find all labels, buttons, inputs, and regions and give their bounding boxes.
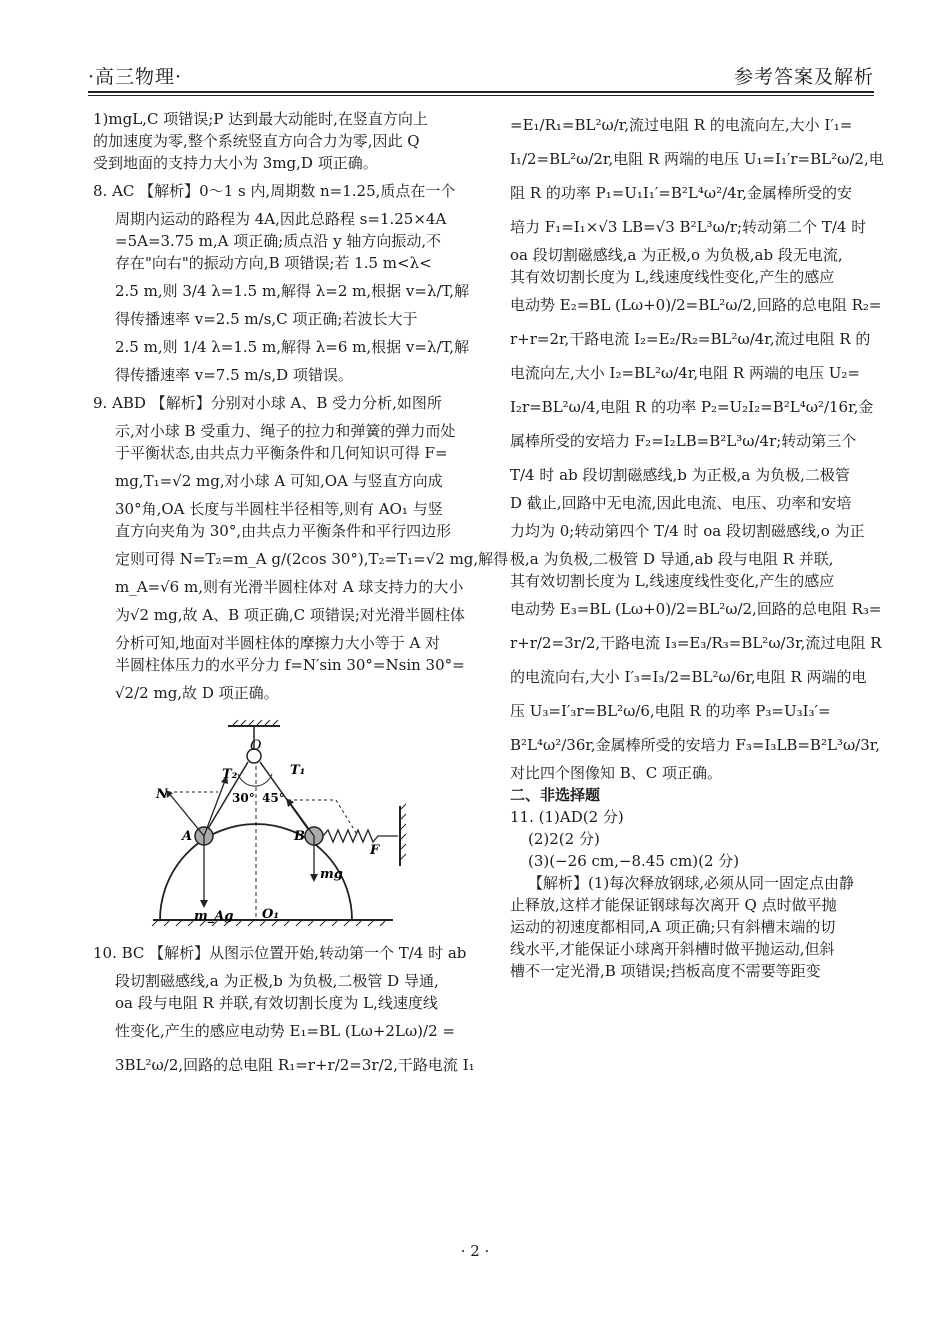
text-line: 槽不一定光滑,B 项错误;挡板高度不需要等距变	[510, 962, 821, 980]
text-line: 8. AC 【解析】0～1 s 内,周期数 n=1.25,质点在一个	[93, 182, 456, 200]
label-mg: mg	[320, 867, 343, 882]
text-line: 线水平,才能保证小球离开斜槽时做平抛运动,但斜	[510, 940, 835, 958]
text-line: 压 U₃=I′₃r=BL²ω/6,电阻 R 的功率 P₃=U₃I₃′=	[510, 702, 831, 720]
text-line: 30°角,OA 长度与半圆柱半径相等,则有 AO₁ 与竖	[115, 500, 443, 518]
text-line: 直方向夹角为 30°,由共点力平衡条件和平行四边形	[115, 522, 452, 540]
text-line: 示,对小球 B 受重力、绳子的拉力和弹簧的弹力而处	[115, 422, 456, 440]
text-line: 1)mgL,C 项错误;P 达到最大动能时,在竖直方向上	[93, 110, 428, 128]
text-line: 10. BC 【解析】从图示位置开始,转动第一个 T/4 时 ab	[93, 944, 467, 962]
text-line: 半圆柱体压力的水平分力 f=N′sin 30°=Nsin 30°=	[115, 656, 465, 674]
text-line: 得传播速率 v=7.5 m/s,D 项错误。	[115, 366, 353, 384]
q11-part3: (3)(−26 cm,−8.45 cm)(2 分)	[528, 852, 740, 870]
text-line: 存在"向右"的振动方向,B 项错误;若 1.5 m<λ<	[115, 254, 432, 272]
text-line: oa 段切割磁感线,a 为正极,o 为负极,ab 段无电流,	[510, 246, 843, 264]
label-n: N	[156, 787, 168, 802]
label-angle-30: 30°	[232, 791, 255, 805]
text-line: 段切割磁感线,a 为正极,b 为负极,二极管 D 导通,	[115, 972, 439, 990]
text-line: 属棒所受的安培力 F₂=I₂LB=B²L³ω/4r;转动第三个	[510, 432, 857, 450]
text-line: 分析可知,地面对半圆柱体的摩擦力大小等于 A 对	[115, 634, 441, 652]
text-line: r+r=2r,干路电流 I₂=E₂/R₂=BL²ω/4r,流过电阻 R 的	[510, 330, 871, 348]
text-line: 电动势 E₂=BL (Lω+0)/2=BL²ω/2,回路的总电阻 R₂=	[510, 296, 882, 314]
text-line: 【解析】(1)每次释放钢球,必须从同一固定点由静	[528, 874, 855, 892]
text-line: m_A=√6 m,则有光滑半圆柱体对 A 球支持力的大小	[115, 578, 464, 596]
text-line: √2/2 mg,故 D 项正确。	[115, 684, 279, 702]
label-o1: O₁	[262, 907, 280, 922]
text-line: 于平衡状态,由共点力平衡条件和几何知识可得 F=	[115, 444, 448, 462]
text-line: oa 段与电阻 R 并联,有效切割长度为 L,线速度线	[115, 994, 438, 1012]
text-line: 其有效切割长度为 L,线速度线性变化,产生的感应	[510, 268, 835, 286]
text-line: 其有效切割长度为 L,线速度线性变化,产生的感应	[510, 572, 835, 590]
q10-continued	[510, 108, 884, 784]
label-angle-45: 45°	[262, 791, 285, 805]
text-line: I₂r=BL²ω/4,电阻 R 的功率 P₂=U₂I₂=B²L⁴ω²/16r,金	[510, 398, 874, 416]
text-line: D 截止,回路中无电流,因此电流、电压、功率和安培	[510, 494, 852, 512]
label-t1: T₁	[290, 763, 306, 778]
q8-answer	[93, 174, 470, 386]
q7-tail	[93, 108, 465, 174]
text-line: 电动势 E₃=BL (Lω+0)/2=BL²ω/2,回路的总电阻 R₃=	[510, 600, 882, 618]
text-line: 止释放,这样才能保证钢球每次离开 Q 点时做平抛	[510, 896, 837, 914]
header-subject: ·高三物理·	[88, 66, 183, 88]
text-line: 2.5 m,则 1/4 λ=1.5 m,解得 λ=6 m,根据 v=λ/T,解	[115, 338, 470, 356]
text-line: 力均为 0;转动第四个 T/4 时 oa 段切割磁感线,o 为正	[510, 522, 865, 540]
header-section: 参考答案及解析	[733, 66, 874, 88]
text-line: 培力 F₁=I₁×√3 LB=√3 B²L³ω/r;转动第二个 T/4 时	[510, 218, 867, 236]
text-line: 阻 R 的功率 P₁=U₁I₁′=B²L⁴ω²/4r,金属棒所受的安	[510, 184, 852, 202]
q11-head: 11. (1)AD(2 分)	[510, 808, 624, 826]
label-o: O	[250, 738, 262, 754]
text-line: 电流向左,大小 I₂=BL²ω/4r,电阻 R 两端的电压 U₂=	[510, 364, 860, 382]
text-line: T/4 时 ab 段切割磁感线,b 为正极,a 为负极,二极管	[510, 466, 850, 484]
text-line: B²L⁴ω²/36r,金属棒所受的安培力 F₃=I₃LB=B²L³ω/3r,	[510, 736, 881, 754]
text-line: 周期内运动的路程为 4A,因此总路程 s=1.25×4A	[115, 210, 447, 228]
force-diagram	[148, 720, 426, 930]
header-rule-thick	[88, 91, 874, 93]
text-line: 3BL²ω/2,回路的总电阻 R₁=r+r/2=3r/2,干路电流 I₁	[115, 1056, 475, 1074]
page-header	[88, 58, 874, 90]
label-a: A	[182, 829, 193, 844]
label-t2: T₂	[222, 767, 238, 782]
right-column	[510, 108, 884, 982]
text-line: =E₁/R₁=BL²ω/r,流过电阻 R 的电流向左,大小 I′₁=	[510, 116, 853, 134]
text-line: 的加速度为零,整个系统竖直方向合力为零,因此 Q	[93, 132, 420, 150]
text-line: 运动的初速度都相同,A 项正确;只有斜槽末端的切	[510, 918, 836, 936]
text-line: =5A=3.75 m,A 项正确;质点沿 y 轴方向振动,不	[115, 232, 442, 250]
text-line: mg,T₁=√2 mg,对小球 A 可知,OA 与竖直方向成	[115, 472, 443, 490]
text-line: 为√2 mg,故 A、B 项正确,C 项错误;对光滑半圆柱体	[115, 606, 465, 624]
q11-part2: (2)2(2 分)	[528, 830, 600, 848]
label-f: F	[370, 843, 380, 858]
text-line: 得传播速率 v=2.5 m/s,C 项正确;若波长大于	[115, 310, 418, 328]
left-column	[93, 108, 509, 1082]
text-line: 性变化,产生的感应电动势 E₁=BL (Lω+2Lω)/2 =	[115, 1022, 455, 1040]
label-b: B	[294, 829, 305, 844]
text-line: 极,a 为负极,二极管 D 导通,ab 段与电阻 R 并联,	[510, 550, 834, 568]
text-line: 受到地面的支持力大小为 3mg,D 项正确。	[93, 154, 378, 172]
text-line: 9. ABD 【解析】分别对小球 A、B 受力分析,如图所	[93, 394, 442, 412]
page-number: · 2 ·	[460, 1242, 490, 1260]
text-line: 定则可得 N=T₂=m_A g/(2cos 30°),T₂=T₁=√2 mg,解得	[115, 550, 509, 568]
text-line: r+r/2=3r/2,干路电流 I₃=E₃/R₃=BL²ω/3r,流过电阻 R	[510, 634, 882, 652]
text-line: I₁/2=BL²ω/2r,电阻 R 两端的电压 U₁=I₁′r=BL²ω/2,电	[510, 150, 884, 168]
q9-answer	[93, 386, 509, 710]
section-title: 二、非选择题	[510, 786, 601, 804]
text-line: 对比四个图像知 B、C 项正确。	[510, 764, 723, 782]
text-line: 的电流向右,大小 I′₃=I₃/2=BL²ω/6r,电阻 R 两端的电	[510, 668, 867, 686]
q11-answer	[510, 806, 878, 982]
q10-answer	[93, 936, 475, 1082]
header-rule-thin	[88, 95, 874, 96]
label-mag: m_Ag	[194, 909, 234, 924]
text-line: 2.5 m,则 3/4 λ=1.5 m,解得 λ=2 m,根据 v=λ/T,解	[115, 282, 470, 300]
